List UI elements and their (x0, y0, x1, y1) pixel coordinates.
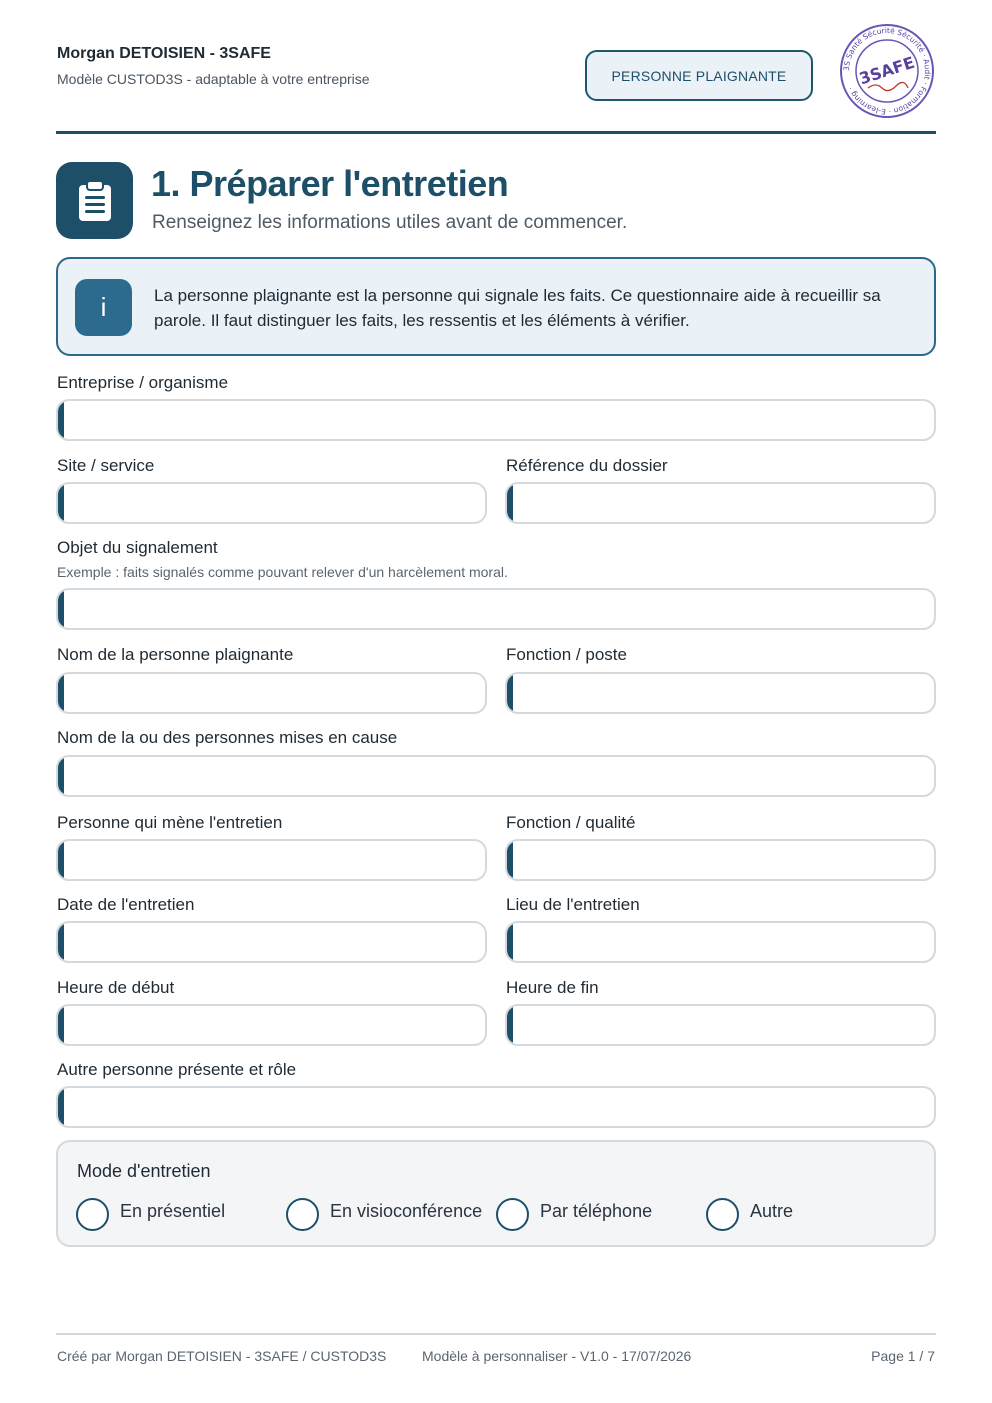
hint-objet: Exemple : faits signalés comme pouvant relever d'un harcèlement moral. (57, 564, 508, 580)
section-title: 1. Préparer l'entretien (151, 163, 509, 204)
label-heure-debut: Heure de début (57, 978, 175, 997)
lieu-field[interactable] (505, 921, 936, 963)
page-number: Page 1 / 7 (871, 1348, 935, 1364)
entreprise-field[interactable] (56, 399, 936, 441)
stamp-ring-text: 3S Santé Sécurité Sécurité · Audit · Formation · E-learning · (841, 25, 933, 117)
radio-autre[interactable] (706, 1198, 739, 1231)
radio-label-visioconference: En visioconférence (330, 1201, 483, 1221)
label-mis-en-cause: Nom de la ou des personnes mises en cause (57, 728, 398, 747)
clipboard-icon (56, 162, 133, 239)
template-subtitle: Modèle CUSTOD3S - adaptable à votre entreprise (57, 71, 370, 87)
label-nom-plaignante: Nom de la personne plaignante (57, 645, 294, 664)
footer-divider (56, 1333, 936, 1335)
nom-plaignante-field[interactable] (56, 672, 487, 714)
radio-label-autre: Autre (750, 1201, 794, 1221)
mode-entretien-box (56, 1140, 936, 1247)
radio-label-telephone: Par téléphone (540, 1201, 653, 1221)
label-entreprise: Entreprise / organisme (57, 373, 229, 392)
section-subtitle: Renseignez les informations utiles avant de commencer. (152, 212, 628, 233)
header-divider (56, 131, 936, 134)
label-date: Date de l'entretien (57, 895, 195, 914)
date-field[interactable] (56, 921, 487, 963)
footer-center: Modèle à personnaliser - V1.0 - 17/07/2026 (422, 1348, 692, 1364)
objet-field[interactable] (56, 588, 936, 630)
fonction-qualite-field[interactable] (505, 839, 936, 881)
radio-visioconference[interactable] (286, 1198, 319, 1231)
mis-en-cause-field[interactable] (56, 755, 936, 797)
info-text: La personne plaignante est la personne qui signale les faits. Ce questionnaire aide à recueillir sa parole. Il faut distinguer les faits, les ressentis et les éléments à vérifier. (154, 286, 881, 330)
label-meneur: Personne qui mène l'entretien (57, 813, 283, 832)
label-lieu: Lieu de l'entretien (506, 895, 640, 914)
label-reference: Référence du dossier (506, 456, 668, 475)
radio-telephone[interactable] (496, 1198, 529, 1231)
autre-personne-field[interactable] (56, 1086, 936, 1128)
stamp-center-text: 3SAFE (856, 52, 917, 89)
role-badge: PERSONNE PLAIGNANTE (585, 50, 813, 101)
label-fonction-qualite: Fonction / qualité (506, 813, 636, 832)
reference-field[interactable] (505, 482, 936, 524)
info-icon: i (75, 279, 132, 336)
site-field[interactable] (56, 482, 487, 524)
label-fonction-poste: Fonction / poste (506, 645, 627, 664)
label-site: Site / service (57, 456, 155, 475)
label-autre-personne: Autre personne présente et rôle (57, 1060, 297, 1079)
heure-debut-field[interactable] (56, 1004, 487, 1046)
fonction-poste-field[interactable] (505, 672, 936, 714)
footer-left: Créé par Morgan DETOISIEN - 3SAFE / CUSTOD3S (57, 1348, 387, 1364)
radio-label-presentiel: En présentiel (120, 1201, 226, 1221)
heure-fin-field[interactable] (505, 1004, 936, 1046)
company-stamp-logo (838, 22, 936, 120)
label-heure-fin: Heure de fin (506, 978, 599, 997)
meneur-field[interactable] (56, 839, 487, 881)
mode-title: Mode d'entretien (77, 1161, 211, 1181)
author-name: Morgan DETOISIEN - 3SAFE (57, 45, 271, 62)
label-objet: Objet du signalement (57, 538, 218, 557)
radio-presentiel[interactable] (76, 1198, 109, 1231)
